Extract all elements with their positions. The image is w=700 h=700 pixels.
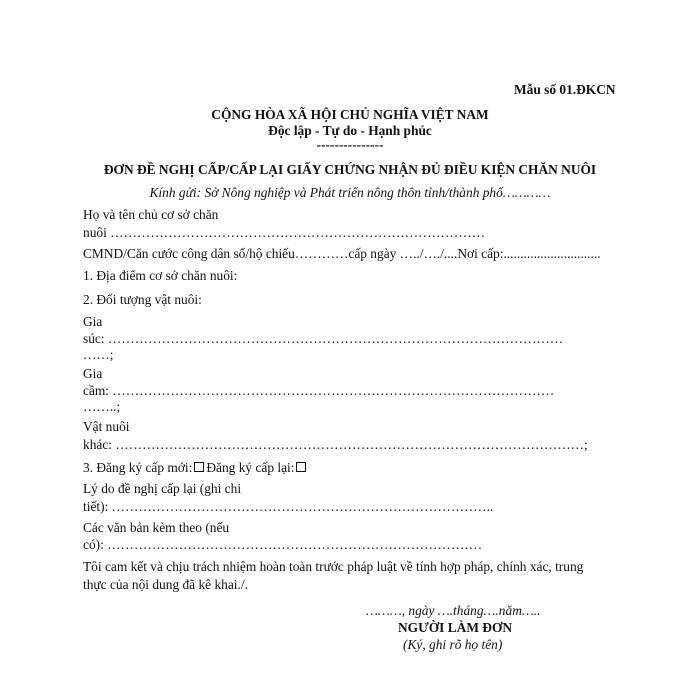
signer-title: NGƯỜI LÀM ĐƠN xyxy=(398,620,513,635)
poultry-label: Gia xyxy=(83,366,103,381)
other-animals-field: khác: ……………………………………………………………………………………………; xyxy=(83,437,588,452)
recipient-line: Kính gửi: Sở Nông nghiệp và Phát triển nông thôn tỉnh/thành phố………… xyxy=(149,185,551,200)
reason-field: tiết): ………………………………………………………………………….. xyxy=(83,499,493,514)
motto: Độc lập - Tự do - Hạnh phúc xyxy=(268,123,432,138)
id-line: CMND/Căn cước công dân số/hộ chiếu…………cấp ngày …../…./....Nơi cấp:............................. xyxy=(83,246,601,261)
other-animals-label: Vật nuôi xyxy=(83,419,130,434)
owner-label: Họ và tên chủ cơ sở chăn xyxy=(83,207,219,222)
commitment-line-1: Tôi cam kết và chịu trách nhiệm hoàn toàn trước pháp luật về tính hợp pháp, chính xác, trung xyxy=(83,559,584,574)
attachments-field: có): ………………………………………………………………………… xyxy=(83,537,483,552)
poultry-field-tail: ……..; xyxy=(83,399,121,414)
register-new-label: 3. Đăng ký cấp mới: xyxy=(83,460,193,475)
register-new-checkbox[interactable] xyxy=(194,462,204,472)
livestock-field-tail: ……; xyxy=(83,347,114,362)
signature-date: ………, ngày ….tháng….năm….. xyxy=(366,603,541,618)
attachments-label: Các văn bản kèm theo (nếu xyxy=(83,520,230,535)
livestock-label: Gia xyxy=(83,314,103,329)
register-renew-checkbox[interactable] xyxy=(296,462,306,472)
reason-label: Lý do đề nghị cấp lại (ghi chi xyxy=(83,481,242,496)
poultry-field: cầm: ……………………………………………………………………………………… xyxy=(83,383,555,398)
location-label: 1. Địa điểm cơ sở chăn nuôi: xyxy=(83,268,238,283)
register-renew-label: Đăng ký cấp lại: xyxy=(206,460,295,475)
separator: --------------- xyxy=(316,137,384,152)
document-title: ĐƠN ĐỀ NGHỊ CẤP/CẤP LẠI GIẤY CHỨNG NHẬN ĐỦ ĐIỀU KIỆN CHĂN NUÔI xyxy=(103,162,597,177)
country-name: CỘNG HÒA XÃ HỘI CHỦ NGHĨA VIỆT NAM xyxy=(211,107,489,122)
registration-row xyxy=(83,460,308,476)
animals-label: 2. Đối tượng vật nuôi: xyxy=(83,292,202,307)
commitment-line-2: thực của nội dung đã kê khai./. xyxy=(83,577,248,592)
form-number: Mẫu số 01.ĐKCN xyxy=(514,82,616,97)
livestock-field: súc: ………………………………………………………………………………………… xyxy=(83,331,564,346)
owner-field: nuôi ………………………………………………………………………… xyxy=(83,225,486,240)
signature-note: (Ký, ghi rõ họ tên) xyxy=(403,637,503,652)
